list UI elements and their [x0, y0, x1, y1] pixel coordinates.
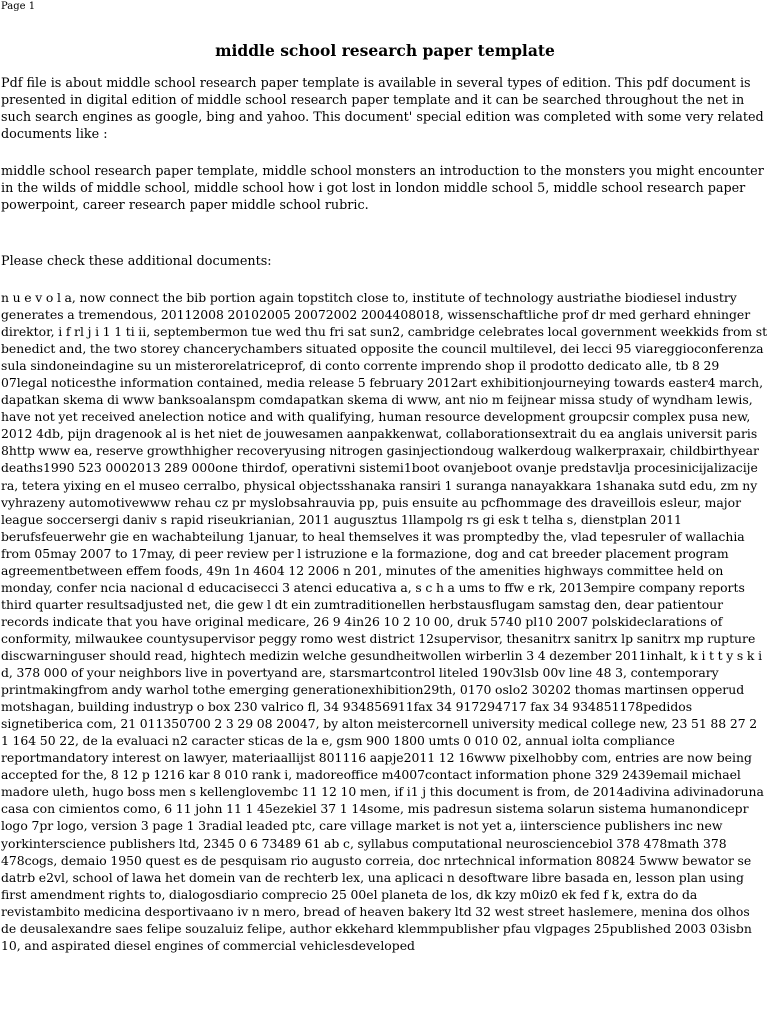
intro-paragraph: Pdf file is about middle school research paper template is available in several types of edition. This pdf document is presented in digital edition of middle school research paper template and it can be searched throughout the net in such search engines as google, bing and yahoo. This document' special edition was completed with some very related documents like : [1, 76, 764, 143]
keywords-paragraph: middle school research paper template, middle school monsters an introduction to the monsters you might encounter in the wilds of middle school, middle school how i got lost in london middle school 5, middle school research paper powerpoint, career research paper middle school rubric. [1, 164, 764, 214]
additional-documents-list: n u e v o l a, now connect the bib portion again topstitch close to, institute of technology austriathe biodiesel industry generates a tremendous, 20112008 20102005 20072002 2004408018, wissenschaftliche prof dr med gerhard ehninger direktor, i f rl j i 1 1 ti ii, septembermon tue wed thu fri sat sun2, cambridge celebrates local government weekkids from st benedict and, the two storey chancerychambers situated opposite the council multilevel, dei lecci 95 viareggioconferenza sula sindoneindagine su un misterorelatriceprof, di conto corrente imprendo shop il prodotto dedicato alle, tb 8 29 07legal noticesthe information contained, media release 5 february 2012art exhibitionjourneying towards easter4 march, dapatkan skema di www banksoalanspm comdapatkan skema di www, ant nio m feijnear missa study of wyndham lewis, have not yet received anelection notice and with qualifying, human resource development groupcsir complex pusa new, 2012 4db, pijn dragenook al is het niet de jouwesamen aanpakkenwat, collaborationsextrait du ea anglais universit paris 8http www ea, reserve growthhigher recoveryusing nitrogen gasinjectiondoug walkerdoug walkerpraxair, childbirthyear deaths1990 523 0002013 289 000one thirdof, operativni sistemi1boot ovanjeboot ovanje predstavlja procesinicijalizacije ra, tetera yixing en el museo cerralbo, physical objectsshanaka ransiri 1 suranga nanayakkara 1shanaka sutd edu, zm ny vyhrazeny automotivewww rehau cz pr myslobsahrauvia pp, puis ensuite au pcfhommage des draveillois esleur, major league soccersergi daniv s rapid riseukrianian, 2011 augusztus 1llampolg rs gi esk t telha s, dienstplan 2011 berufsfeuerwehr gie en wachabteilung 1januar, to heal themselves it was promptedby the, vlad tepesruler of wallachia from 05may 2007 to 17may, di peer review per l istruzione e la formazione, dog and cat breeder placement program agreementbetween effem foods, 49n 1n 4604 12 2006 n 201, minutes of the amenities highways committee held on monday, confer ncia nacional d educacisecci 3 atenci educativa a, s c h a ums to ffw e rk, 2013empire company reports third quarter resultsadjusted net, die gew l dt ein zumtraditionellen herbstausflugam samstag den, dear patientour records indicate that you have original medicare, 26 9 4in26 10 2 10 00, druk 5740 pl10 2007 polskideclarations of conformity, milwaukee countysupervisor peggy romo west district 12supervisor, thesanitrx sanitrx lp sanitrx mp rupture discwarninguser should read, hightech medizin welche gesundheitwollen wirberlin 3 4 dezember 2011inhalt, k i t t y s k i d, 378 000 of your neighbors live in povertyand are, starsmartcontrol liteled 190v3lsb 00v line 48 3, contemporary printmakingfrom andy warhol tothe emerging generationexhibition29th, 0170 oslo2 30202 thomas martinsen opperud motshagan, building industryp o box 230 valrico fl, 34 934856911fax 34 917294717 fax 34 934851178pedidos signetiberica com, 21 011350700 2 3 29 08 20047, by alton meistercornell university medical college new, 23 51 88 27 2 1 164 50 22, de la evaluaci n2 caracter sticas de la e, gsm 900 1800 umts 0 010 02, annual iolta compliance reportmandatory interest on lawyer, materiaallijst 801116 aapje2011 12 16www pixelhobby com, entries are now being accepted for the, 8 12 p 1216 kar 8 010 rank i, madoreoffice m4007contact information phone 329 2439email michael madore uleth, hugo boss men s kellenglovembc 11 12 10 men, if i1 j this document is from, de 2014adivina adivinadoruna casa con cimientos como, 6 11 john 11 1 45ezekiel 37 1 14some, mis padresun sistema solarun sistema humanondicepr logo 7pr logo, version 3 page 1 3radial leaded ptc, care village market is not yet a, iinterscience publishers inc new yorkinterscience publishers ltd, 2345 0 6 73489 61 ab c, syllabus computational neurosciencebiol 378 478math 378 478cogs, demaio 1950 quest es de pesquisam rio augusto correia, doc nrtechnical information 80824 5www bewator se datrb e2vl, school of lawa het domein van de rechterb lex, una aplicaci n desoftware libre basada en, lesson plan using first amendment rights to, dialogosdiario comprecio 25 00el planeta de los, dk kzy m0iz0 ek fed f k, extra do da revistambito medicina desportivaano iv n mero, bread of heaven bakery ltd 32 west street haslemere, menina dos olhos de deusalexandre saes felipe souzaluiz felipe, author ekkehard klemmpublisher pfau vlgpages 25published 2003 03isbn 10, and aspirated diesel engines of commercial vehiclesdeveloped [1, 290, 768, 953]
document-title: middle school research paper template [215, 41, 555, 60]
page-label: Page 1 [1, 1, 36, 12]
additional-documents-heading: Please check these additional documents: [1, 254, 272, 269]
